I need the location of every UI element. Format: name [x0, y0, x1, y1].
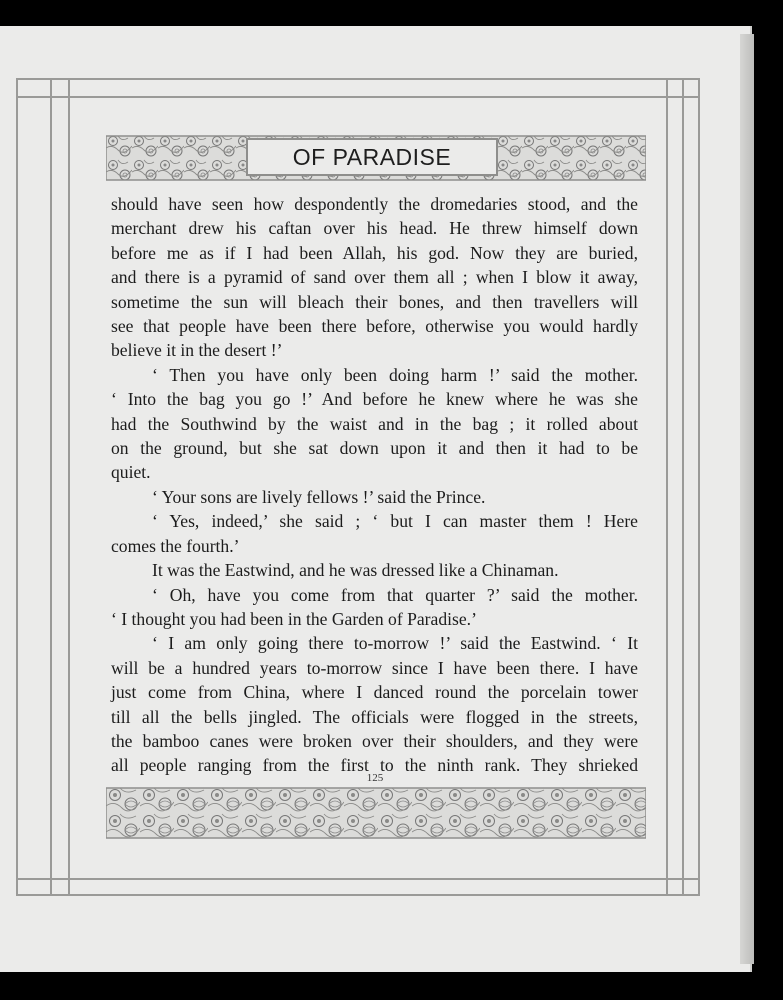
text-line: the bamboo canes were broken over their shoulders, and they were: [111, 730, 638, 751]
text-line: on the ground, but she sat down upon it and then it had to be: [111, 438, 638, 459]
text-line: see that people have been there before, otherwise you would hardly: [111, 316, 638, 337]
text-line: before me as if I had been Allah, his god. Now they are buried,: [111, 242, 638, 263]
border-line-right-2: [682, 78, 684, 896]
text-line: just come from China, where I danced round the porcelain tower: [111, 682, 638, 703]
text-line: ‘ Oh, have you come from that quarter ?’ said the mother.: [152, 584, 638, 605]
header-banner: [106, 134, 646, 184]
text-line: should have seen how despondently the dromedaries stood, and the: [111, 194, 638, 214]
text-line: all people ranging from the first to the ninth rank. They shrieked: [111, 755, 638, 776]
border-line-left-2: [68, 78, 70, 896]
text-line: merchant drew his caftan over his head. He threw himself down: [111, 218, 638, 239]
page-title: OF PARADISE: [292, 143, 452, 170]
border-line-top: [16, 96, 700, 98]
text-line: ‘ I am only going there to-morrow !’ said the Eastwind. ‘ It: [152, 633, 638, 654]
text-line: It was the Eastwind, and he was dressed like a Chinaman.: [152, 560, 559, 581]
body-text: [111, 192, 638, 778]
title-plate: [246, 138, 498, 176]
border-line-left-1: [50, 78, 52, 896]
page-number: 125: [366, 772, 384, 784]
text-line: ‘ Into the bag you go !’ And before he knew where he was she: [111, 389, 638, 410]
border-line-right-1: [666, 78, 668, 896]
text-line: comes the fourth.’: [111, 535, 240, 556]
text-line: will be a hundred years to-morrow since I have been there. I have: [111, 657, 638, 678]
text-line: till all the bells jingled. The officials were flogged in the streets,: [111, 706, 638, 727]
text-line: had the Southwind by the waist and in the bag ; it rolled about: [111, 413, 638, 434]
text-line: ‘ Your sons are lively fellows !’ said the Prince.: [152, 486, 486, 507]
text-line: quiet.: [111, 462, 151, 483]
text-line: ‘ I thought you had been in the Garden of Paradise.’: [111, 608, 477, 629]
bottom-floral-ornament-icon: [106, 786, 646, 840]
text-line: sometime the sun will bleach their bones, and then travellers will: [111, 291, 638, 312]
text-line: ‘ Then you have only been doing harm !’ said the mother.: [152, 364, 638, 385]
border-line-bottom: [16, 878, 700, 880]
page-edge: [740, 34, 754, 964]
text-line: believe it in the desert !’: [111, 340, 283, 361]
text-line: ‘ Yes, indeed,’ she said ; ‘ but I can master them ! Here: [152, 511, 638, 532]
text-line: and there is a pyramid of sand over them all ; when I blow it away,: [111, 267, 638, 288]
